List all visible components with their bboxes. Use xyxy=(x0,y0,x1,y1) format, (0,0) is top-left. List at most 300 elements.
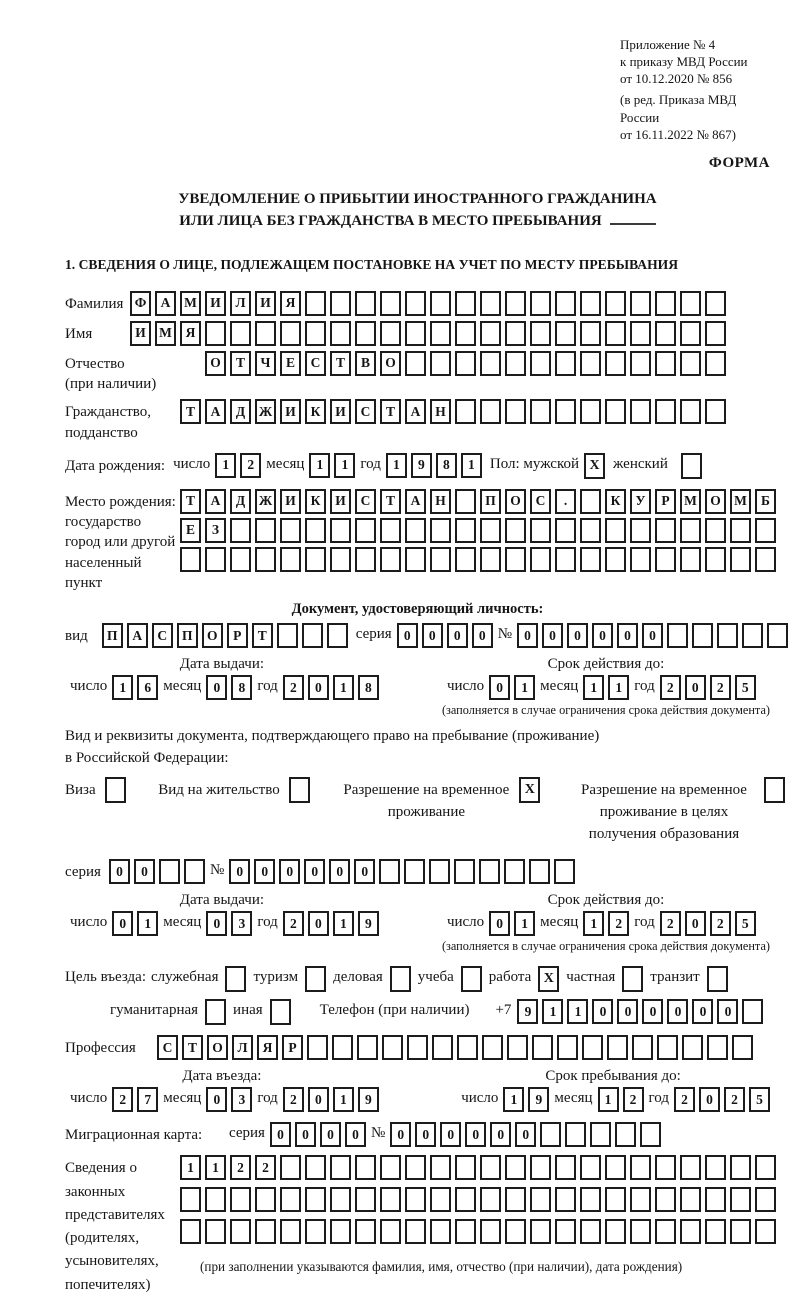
char-cell[interactable]: 1 xyxy=(567,999,588,1024)
char-cell[interactable]: 1 xyxy=(598,1087,619,1112)
char-cell[interactable] xyxy=(482,1035,503,1060)
char-cell[interactable]: Т xyxy=(380,399,401,424)
char-cell[interactable]: Б xyxy=(755,489,776,514)
char-cell[interactable]: 1 xyxy=(333,1087,354,1112)
char-cell[interactable] xyxy=(430,1187,451,1212)
char-cell[interactable] xyxy=(580,321,601,346)
char-cell[interactable]: 2 xyxy=(674,1087,695,1112)
char-cell[interactable]: 1 xyxy=(137,911,158,936)
char-cell[interactable] xyxy=(580,489,601,514)
char-cell[interactable] xyxy=(429,859,450,884)
female-checkbox[interactable] xyxy=(681,453,702,479)
char-cell[interactable] xyxy=(505,321,526,346)
char-cell[interactable] xyxy=(530,351,551,376)
char-cell[interactable] xyxy=(630,1219,651,1244)
char-cell[interactable]: 0 xyxy=(699,1087,720,1112)
char-cell[interactable]: И xyxy=(280,399,301,424)
char-cell[interactable]: 0 xyxy=(354,859,375,884)
char-cell[interactable]: 0 xyxy=(270,1122,291,1147)
char-cell[interactable] xyxy=(480,1219,501,1244)
char-cell[interactable] xyxy=(554,859,575,884)
purpose-official-checkbox[interactable] xyxy=(225,966,246,992)
char-cell[interactable] xyxy=(230,1219,251,1244)
char-cell[interactable]: 0 xyxy=(206,675,227,700)
char-cell[interactable] xyxy=(555,351,576,376)
char-cell[interactable] xyxy=(655,291,676,316)
char-cell[interactable] xyxy=(580,1155,601,1180)
char-cell[interactable] xyxy=(630,1155,651,1180)
char-cell[interactable] xyxy=(680,547,701,572)
char-cell[interactable]: Л xyxy=(230,291,251,316)
char-cell[interactable]: 2 xyxy=(724,1087,745,1112)
char-cell[interactable] xyxy=(205,1187,226,1212)
char-cell[interactable] xyxy=(640,1122,661,1147)
char-cell[interactable] xyxy=(705,1155,726,1180)
char-cell[interactable]: 1 xyxy=(333,911,354,936)
char-cell[interactable] xyxy=(630,321,651,346)
char-cell[interactable] xyxy=(305,291,326,316)
char-cell[interactable] xyxy=(405,1219,426,1244)
char-cell[interactable] xyxy=(755,547,776,572)
char-cell[interactable] xyxy=(630,351,651,376)
char-cell[interactable]: Л xyxy=(232,1035,253,1060)
char-cell[interactable] xyxy=(630,399,651,424)
char-cell[interactable]: 0 xyxy=(112,911,133,936)
char-cell[interactable] xyxy=(230,518,251,543)
char-cell[interactable]: Т xyxy=(180,399,201,424)
char-cell[interactable] xyxy=(580,547,601,572)
char-cell[interactable] xyxy=(590,1122,611,1147)
char-cell[interactable] xyxy=(455,321,476,346)
char-cell[interactable]: 9 xyxy=(358,911,379,936)
char-cell[interactable] xyxy=(730,518,751,543)
char-cell[interactable]: С xyxy=(355,399,376,424)
char-cell[interactable] xyxy=(454,859,475,884)
char-cell[interactable] xyxy=(255,518,276,543)
char-cell[interactable] xyxy=(330,547,351,572)
char-cell[interactable] xyxy=(380,1155,401,1180)
char-cell[interactable] xyxy=(580,351,601,376)
char-cell[interactable]: 0 xyxy=(472,623,493,648)
char-cell[interactable]: 0 xyxy=(617,999,638,1024)
char-cell[interactable]: 0 xyxy=(308,911,329,936)
char-cell[interactable]: О xyxy=(207,1035,228,1060)
char-cell[interactable] xyxy=(430,1155,451,1180)
char-cell[interactable] xyxy=(455,1187,476,1212)
char-cell[interactable] xyxy=(307,1035,328,1060)
char-cell[interactable] xyxy=(357,1035,378,1060)
visa-checkbox[interactable] xyxy=(105,777,126,803)
char-cell[interactable] xyxy=(705,547,726,572)
char-cell[interactable] xyxy=(405,351,426,376)
char-cell[interactable]: 2 xyxy=(608,911,629,936)
char-cell[interactable] xyxy=(680,1155,701,1180)
char-cell[interactable] xyxy=(380,1187,401,1212)
char-cell[interactable] xyxy=(180,1219,201,1244)
char-cell[interactable] xyxy=(605,291,626,316)
char-cell[interactable] xyxy=(680,351,701,376)
char-cell[interactable] xyxy=(184,859,205,884)
temp-residence-edu-checkbox[interactable] xyxy=(764,777,785,803)
char-cell[interactable] xyxy=(680,518,701,543)
char-cell[interactable] xyxy=(580,1187,601,1212)
char-cell[interactable]: 0 xyxy=(206,911,227,936)
char-cell[interactable]: . xyxy=(555,489,576,514)
char-cell[interactable] xyxy=(180,1187,201,1212)
char-cell[interactable] xyxy=(305,1219,326,1244)
char-cell[interactable] xyxy=(705,351,726,376)
char-cell[interactable]: 0 xyxy=(295,1122,316,1147)
char-cell[interactable] xyxy=(280,1155,301,1180)
char-cell[interactable]: 9 xyxy=(517,999,538,1024)
char-cell[interactable]: 9 xyxy=(411,453,432,478)
char-cell[interactable]: 0 xyxy=(390,1122,411,1147)
char-cell[interactable]: Ф xyxy=(130,291,151,316)
char-cell[interactable]: 0 xyxy=(422,623,443,648)
char-cell[interactable] xyxy=(380,321,401,346)
char-cell[interactable]: Я xyxy=(280,291,301,316)
char-cell[interactable]: 8 xyxy=(358,675,379,700)
char-cell[interactable]: 0 xyxy=(440,1122,461,1147)
char-cell[interactable]: С xyxy=(305,351,326,376)
char-cell[interactable]: 3 xyxy=(231,1087,252,1112)
char-cell[interactable]: Т xyxy=(330,351,351,376)
char-cell[interactable] xyxy=(380,547,401,572)
char-cell[interactable] xyxy=(380,1219,401,1244)
char-cell[interactable] xyxy=(355,547,376,572)
char-cell[interactable] xyxy=(230,321,251,346)
char-cell[interactable] xyxy=(655,1187,676,1212)
char-cell[interactable]: 2 xyxy=(283,1087,304,1112)
char-cell[interactable]: 2 xyxy=(112,1087,133,1112)
char-cell[interactable] xyxy=(680,291,701,316)
char-cell[interactable] xyxy=(555,399,576,424)
char-cell[interactable] xyxy=(330,1155,351,1180)
char-cell[interactable] xyxy=(755,1155,776,1180)
char-cell[interactable] xyxy=(742,623,763,648)
char-cell[interactable]: 1 xyxy=(205,1155,226,1180)
char-cell[interactable] xyxy=(355,1187,376,1212)
char-cell[interactable]: 2 xyxy=(710,911,731,936)
char-cell[interactable] xyxy=(605,1219,626,1244)
char-cell[interactable] xyxy=(680,321,701,346)
char-cell[interactable] xyxy=(605,1155,626,1180)
char-cell[interactable] xyxy=(655,351,676,376)
char-cell[interactable]: И xyxy=(280,489,301,514)
char-cell[interactable] xyxy=(555,321,576,346)
char-cell[interactable]: 1 xyxy=(461,453,482,478)
char-cell[interactable]: 6 xyxy=(137,675,158,700)
char-cell[interactable] xyxy=(555,547,576,572)
char-cell[interactable]: И xyxy=(330,489,351,514)
char-cell[interactable]: С xyxy=(355,489,376,514)
char-cell[interactable]: И xyxy=(330,399,351,424)
char-cell[interactable]: Р xyxy=(282,1035,303,1060)
char-cell[interactable] xyxy=(480,547,501,572)
char-cell[interactable]: 2 xyxy=(283,675,304,700)
char-cell[interactable]: 1 xyxy=(514,911,535,936)
char-cell[interactable] xyxy=(330,518,351,543)
char-cell[interactable]: 0 xyxy=(109,859,130,884)
char-cell[interactable] xyxy=(379,859,400,884)
char-cell[interactable] xyxy=(355,1219,376,1244)
char-cell[interactable] xyxy=(255,1187,276,1212)
char-cell[interactable]: А xyxy=(205,489,226,514)
char-cell[interactable]: 0 xyxy=(489,675,510,700)
char-cell[interactable] xyxy=(280,321,301,346)
char-cell[interactable] xyxy=(280,547,301,572)
char-cell[interactable]: М xyxy=(680,489,701,514)
char-cell[interactable] xyxy=(255,1219,276,1244)
char-cell[interactable] xyxy=(530,518,551,543)
char-cell[interactable] xyxy=(630,547,651,572)
char-cell[interactable]: 1 xyxy=(215,453,236,478)
char-cell[interactable] xyxy=(705,321,726,346)
char-cell[interactable]: 0 xyxy=(308,1087,329,1112)
char-cell[interactable] xyxy=(607,1035,628,1060)
char-cell[interactable] xyxy=(305,518,326,543)
char-cell[interactable]: 1 xyxy=(583,911,604,936)
char-cell[interactable] xyxy=(732,1035,753,1060)
char-cell[interactable] xyxy=(605,321,626,346)
char-cell[interactable] xyxy=(742,999,763,1024)
purpose-transit-checkbox[interactable] xyxy=(707,966,728,992)
char-cell[interactable] xyxy=(405,291,426,316)
char-cell[interactable] xyxy=(555,1155,576,1180)
char-cell[interactable] xyxy=(655,1219,676,1244)
char-cell[interactable] xyxy=(280,518,301,543)
char-cell[interactable]: 3 xyxy=(231,911,252,936)
char-cell[interactable]: 0 xyxy=(592,999,613,1024)
char-cell[interactable] xyxy=(327,623,348,648)
char-cell[interactable]: 1 xyxy=(334,453,355,478)
char-cell[interactable] xyxy=(455,1219,476,1244)
char-cell[interactable]: 0 xyxy=(692,999,713,1024)
char-cell[interactable]: 2 xyxy=(660,911,681,936)
char-cell[interactable]: 0 xyxy=(685,675,706,700)
char-cell[interactable]: 2 xyxy=(283,911,304,936)
char-cell[interactable]: Т xyxy=(252,623,273,648)
char-cell[interactable] xyxy=(430,321,451,346)
char-cell[interactable] xyxy=(530,321,551,346)
char-cell[interactable]: 0 xyxy=(397,623,418,648)
char-cell[interactable]: Е xyxy=(280,351,301,376)
purpose-private-checkbox[interactable] xyxy=(622,966,643,992)
char-cell[interactable] xyxy=(180,547,201,572)
char-cell[interactable] xyxy=(730,547,751,572)
char-cell[interactable]: И xyxy=(255,291,276,316)
char-cell[interactable]: Т xyxy=(230,351,251,376)
char-cell[interactable]: Я xyxy=(180,321,201,346)
char-cell[interactable] xyxy=(529,859,550,884)
char-cell[interactable]: 0 xyxy=(592,623,613,648)
char-cell[interactable] xyxy=(205,1219,226,1244)
char-cell[interactable] xyxy=(205,321,226,346)
char-cell[interactable] xyxy=(382,1035,403,1060)
char-cell[interactable]: 0 xyxy=(415,1122,436,1147)
char-cell[interactable]: 0 xyxy=(345,1122,366,1147)
char-cell[interactable]: А xyxy=(405,399,426,424)
char-cell[interactable] xyxy=(480,1187,501,1212)
char-cell[interactable] xyxy=(680,399,701,424)
char-cell[interactable] xyxy=(555,1219,576,1244)
char-cell[interactable]: 0 xyxy=(489,911,510,936)
char-cell[interactable] xyxy=(730,1155,751,1180)
char-cell[interactable] xyxy=(580,291,601,316)
char-cell[interactable] xyxy=(555,518,576,543)
char-cell[interactable] xyxy=(655,547,676,572)
char-cell[interactable]: 0 xyxy=(254,859,275,884)
char-cell[interactable] xyxy=(405,518,426,543)
char-cell[interactable]: А xyxy=(155,291,176,316)
char-cell[interactable]: Я xyxy=(257,1035,278,1060)
char-cell[interactable] xyxy=(605,1187,626,1212)
char-cell[interactable] xyxy=(302,623,323,648)
char-cell[interactable] xyxy=(205,547,226,572)
char-cell[interactable]: 2 xyxy=(255,1155,276,1180)
char-cell[interactable] xyxy=(605,351,626,376)
char-cell[interactable]: 2 xyxy=(230,1155,251,1180)
char-cell[interactable] xyxy=(480,291,501,316)
char-cell[interactable] xyxy=(255,547,276,572)
char-cell[interactable]: 0 xyxy=(642,623,663,648)
char-cell[interactable]: М xyxy=(730,489,751,514)
char-cell[interactable]: М xyxy=(180,291,201,316)
char-cell[interactable]: 0 xyxy=(447,623,468,648)
char-cell[interactable]: 0 xyxy=(490,1122,511,1147)
char-cell[interactable] xyxy=(655,518,676,543)
char-cell[interactable]: 0 xyxy=(717,999,738,1024)
char-cell[interactable] xyxy=(430,291,451,316)
char-cell[interactable] xyxy=(405,1155,426,1180)
char-cell[interactable]: В xyxy=(355,351,376,376)
char-cell[interactable]: 0 xyxy=(308,675,329,700)
char-cell[interactable] xyxy=(530,291,551,316)
char-cell[interactable] xyxy=(555,291,576,316)
char-cell[interactable] xyxy=(480,351,501,376)
char-cell[interactable] xyxy=(455,1155,476,1180)
char-cell[interactable]: 0 xyxy=(329,859,350,884)
char-cell[interactable]: 0 xyxy=(617,623,638,648)
char-cell[interactable] xyxy=(405,1187,426,1212)
char-cell[interactable]: 0 xyxy=(206,1087,227,1112)
char-cell[interactable]: Р xyxy=(227,623,248,648)
char-cell[interactable] xyxy=(330,1219,351,1244)
char-cell[interactable] xyxy=(455,489,476,514)
char-cell[interactable] xyxy=(605,547,626,572)
char-cell[interactable] xyxy=(455,399,476,424)
char-cell[interactable]: 0 xyxy=(542,623,563,648)
char-cell[interactable]: А xyxy=(127,623,148,648)
char-cell[interactable] xyxy=(705,399,726,424)
char-cell[interactable]: О xyxy=(202,623,223,648)
char-cell[interactable] xyxy=(630,518,651,543)
char-cell[interactable]: Д xyxy=(230,489,251,514)
char-cell[interactable] xyxy=(480,518,501,543)
char-cell[interactable]: С xyxy=(152,623,173,648)
char-cell[interactable] xyxy=(730,1187,751,1212)
char-cell[interactable] xyxy=(479,859,500,884)
char-cell[interactable]: 0 xyxy=(517,623,538,648)
residence-permit-checkbox[interactable] xyxy=(289,777,310,803)
char-cell[interactable] xyxy=(630,1187,651,1212)
char-cell[interactable] xyxy=(505,1187,526,1212)
char-cell[interactable]: 0 xyxy=(304,859,325,884)
char-cell[interactable] xyxy=(705,518,726,543)
char-cell[interactable] xyxy=(330,321,351,346)
char-cell[interactable]: П xyxy=(480,489,501,514)
char-cell[interactable]: Ч xyxy=(255,351,276,376)
char-cell[interactable] xyxy=(505,518,526,543)
char-cell[interactable] xyxy=(355,321,376,346)
char-cell[interactable]: 0 xyxy=(667,999,688,1024)
purpose-humanitarian-checkbox[interactable] xyxy=(205,999,226,1025)
char-cell[interactable] xyxy=(355,291,376,316)
char-cell[interactable] xyxy=(430,351,451,376)
char-cell[interactable] xyxy=(505,1219,526,1244)
char-cell[interactable] xyxy=(305,1187,326,1212)
purpose-study-checkbox[interactable] xyxy=(461,966,482,992)
char-cell[interactable] xyxy=(530,399,551,424)
char-cell[interactable] xyxy=(355,518,376,543)
char-cell[interactable] xyxy=(540,1122,561,1147)
char-cell[interactable] xyxy=(505,399,526,424)
char-cell[interactable] xyxy=(657,1035,678,1060)
char-cell[interactable]: 1 xyxy=(583,675,604,700)
purpose-other-checkbox[interactable] xyxy=(270,999,291,1025)
char-cell[interactable] xyxy=(580,518,601,543)
char-cell[interactable] xyxy=(404,859,425,884)
char-cell[interactable] xyxy=(280,1219,301,1244)
char-cell[interactable]: 2 xyxy=(710,675,731,700)
char-cell[interactable]: А xyxy=(205,399,226,424)
char-cell[interactable]: П xyxy=(102,623,123,648)
char-cell[interactable] xyxy=(332,1035,353,1060)
char-cell[interactable]: А xyxy=(405,489,426,514)
char-cell[interactable] xyxy=(330,1187,351,1212)
char-cell[interactable]: 1 xyxy=(112,675,133,700)
char-cell[interactable]: 8 xyxy=(231,675,252,700)
char-cell[interactable] xyxy=(580,399,601,424)
char-cell[interactable]: Ж xyxy=(255,489,276,514)
char-cell[interactable] xyxy=(532,1035,553,1060)
char-cell[interactable] xyxy=(480,1155,501,1180)
char-cell[interactable] xyxy=(505,291,526,316)
char-cell[interactable] xyxy=(380,291,401,316)
char-cell[interactable] xyxy=(667,623,688,648)
char-cell[interactable]: Р xyxy=(655,489,676,514)
char-cell[interactable] xyxy=(455,518,476,543)
char-cell[interactable]: Д xyxy=(230,399,251,424)
char-cell[interactable]: 1 xyxy=(386,453,407,478)
char-cell[interactable] xyxy=(557,1035,578,1060)
char-cell[interactable] xyxy=(580,1219,601,1244)
char-cell[interactable] xyxy=(605,399,626,424)
char-cell[interactable] xyxy=(705,291,726,316)
char-cell[interactable] xyxy=(505,1155,526,1180)
char-cell[interactable]: 9 xyxy=(358,1087,379,1112)
char-cell[interactable] xyxy=(505,351,526,376)
char-cell[interactable] xyxy=(430,547,451,572)
char-cell[interactable] xyxy=(632,1035,653,1060)
char-cell[interactable]: 9 xyxy=(528,1087,549,1112)
char-cell[interactable] xyxy=(555,1187,576,1212)
char-cell[interactable] xyxy=(432,1035,453,1060)
char-cell[interactable] xyxy=(159,859,180,884)
char-cell[interactable]: З xyxy=(205,518,226,543)
char-cell[interactable] xyxy=(430,1219,451,1244)
char-cell[interactable]: К xyxy=(605,489,626,514)
